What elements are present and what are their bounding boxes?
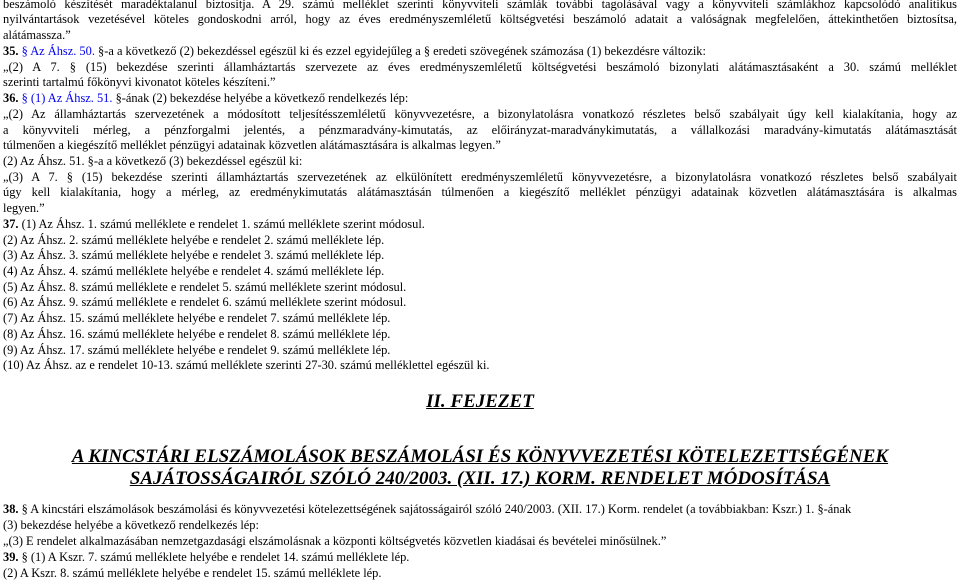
list-item: (4) Az Áhsz. 4. számú melléklete helyébe e rendelet 4. számú melléklete lép. [3,264,385,278]
section-number: 37. [3,217,19,231]
section-line: (3) bekezdése helyébe a következő rendelkezés lép: [3,518,259,532]
chapter-heading: II. FEJEZET [426,391,534,412]
section-number: 39. [3,550,19,564]
title-line-1: A KINCSTÁRI ELSZÁMOLÁSOK BESZÁMOLÁSI ÉS KÖNYVVEZETÉSI KÖTELEZETTSÉGÉNEK [71,446,889,467]
section-number: 36. [3,91,19,105]
title-line-2: SAJÁTOSSÁGAIRÓL SZÓLÓ 240/2003. (XII. 17.) KORM. RENDELET MÓDOSÍTÁSA [129,468,831,489]
quote-line: „(3) E rendelet alkalmazásában nemzetgazdasági elszámolásnak a központi költségvetés közvetlen kiadásai és bevételei minősülnek.” [3,534,667,548]
section-38 [3,502,957,517]
quote-line: szerinti tartalmú főkönyvi kivonatot köteles készíteni.” [3,75,276,89]
list-item: (2) A Kszr. 8. számú melléklete helyébe e rendelet 15. számú melléklete lép. [3,566,382,580]
section-line: (2) Az Áhsz. 51. §-a a következő (3) bekezdéssel egészül ki: [3,154,303,168]
section-text: § (1) A Kszr. 7. számú melléklete helyébe e rendelet 14. számú melléklete lép. [21,550,410,564]
list-item: (8) Az Áhsz. 16. számú melléklete helyébe e rendelet 8. számú melléklete lép. [3,327,391,341]
text-line: nyilvántartások vezetésével köteles gondoskodni arról, hogy az éves eredményszemléletű költségvetési beszámoló adatait a valóságnak megfelelően, áttekinthetően biztosítsa, [3,12,957,26]
quote-line: úgy kell kialakítania, hogy a mérleg, az eredménykimutatás alátámasztásán túlmenően a kiegészítő melléklet pénzügyi adatainak közvetlen alátámasztására is alkalmas [3,185,957,199]
section-37 [3,217,957,232]
list-item: (9) Az Áhsz. 17. számú melléklete helyébe e rendelet 9. számú melléklete lép. [3,343,391,357]
section-link[interactable]: § (1) Az Áhsz. 51. [21,91,113,105]
section-number: 38. [3,502,19,516]
section-text: § A kincstári elszámolások beszámolási és könyvvezetési kötelezettségének sajátosságairól szóló 240/2003. (XII. 17.) Korm. rendelet (a továbbiakban: Kszr.) 1. §-ának [21,502,852,516]
quote-line: legyen.” [3,201,45,215]
list-item: (6) Az Áhsz. 9. számú melléklete e rendelet 6. számú melléklete szerint módosul. [3,295,407,309]
quote-line: „(2) A 7. § (15) bekezdése szerinti államháztartás szervezete az éves eredményszemléletű költségvetési beszámoló bizonylati alátámasztásaként a 30. számú melléklet [3,60,957,74]
list-item: (7) Az Áhsz. 15. számú melléklete helyébe e rendelet 7. számú melléklete lép. [3,311,391,325]
quote-line: túlmenően a kiegészítő melléklet pénzügyi adatainak közvetlen alátámasztására is alkalmas legyen.” [3,138,501,152]
section-link[interactable]: § Az Áhsz. 50. [21,44,95,58]
list-item: (5) Az Áhsz. 8. számú melléklete e rendelet 5. számú melléklete szerint módosul. [3,280,407,294]
section-text: §-a a következő (2) bekezdéssel egészül ki és ezzel egyidejűleg a § eredeti szövegének számozása (1) bekezdésre változik: [98,44,706,58]
section-text: §-ának (2) bekezdése helyébe a következő rendelkezés lép: [115,91,409,105]
quote-line: „(3) A 7. § (15) bekezdése szerinti államháztartás szervezetének az elkülönített eredményszemléletű könyvvezetésre, a bizonylatolásra vonatkozó részletes belső szabályait [3,170,957,184]
text-line: alátámassza.” [3,28,71,42]
quote-line: „(2) Az államháztartás szervezetének a módosított teljesítésszemléletű könyvvezetésre, a bizonylatolásra vonatkozó részletes belső szabályait úgy kell kialakítania, hogy az [3,107,957,121]
list-item: (10) Az Áhsz. az e rendelet 10-13. számú melléklete szerinti 27-30. számú melléklettel egészül ki. [3,358,490,372]
section-39 [3,550,957,565]
section-35 [3,44,957,59]
list-item: (3) Az Áhsz. 3. számú melléklete helyébe e rendelet 3. számú melléklete lép. [3,248,385,262]
section-text: (1) Az Áhsz. 1. számú melléklete e rendelet 1. számú melléklete szerint módosul. [21,217,425,231]
quote-line: a könyvviteli mérleg, a pénzforgalmi jelentés, a pénzmaradvány-kimutatás, az előirányzat-maradványkimutatás, a vállalkozási maradvány-kimutatás alátámasztását [3,123,957,137]
section-36 [3,91,957,106]
list-item: (2) Az Áhsz. 2. számú melléklete helyébe e rendelet 2. számú melléklete lép. [3,233,385,247]
section-number: 35. [3,44,19,58]
text-line: beszámoló készítését maradéktalanul biztosítja. A 29. számú melléklet szerinti könyvviteli számlák további tagolásával vagy a könyvviteli számlákhoz kapcsolódó analitikus [3,0,957,11]
